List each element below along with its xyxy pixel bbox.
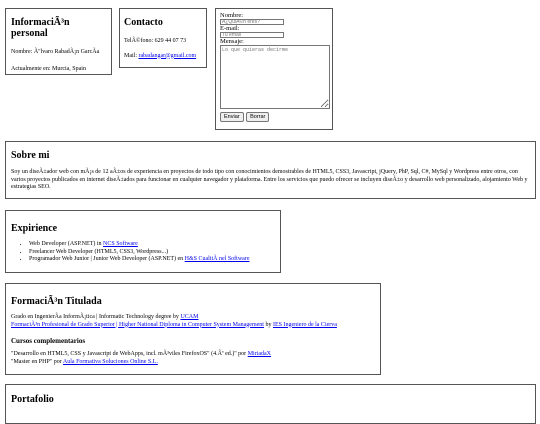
courses-title: Cursos complementarios bbox=[11, 337, 86, 345]
experience-item: • Programador Web Junior | Junior Web Developer (ASP.NET) en H&S CualitÃ nel Software bbox=[29, 256, 275, 264]
ncs-software-link[interactable]: NCS Software bbox=[103, 241, 138, 247]
contact-title: Contacto bbox=[124, 17, 163, 28]
experience-list bbox=[11, 241, 275, 264]
ucam-link[interactable]: UCAM bbox=[180, 314, 199, 320]
course-line: "Master en PHP" por Aula Formativa Soluciones Online S.L. bbox=[11, 358, 158, 365]
contact-phone: TelÃ©fono: 629 44 07 73 bbox=[124, 38, 187, 44]
education-title: FormaciÃ³n Titulada bbox=[11, 296, 102, 307]
ies-link[interactable]: IES Ingeniero de la Cierva bbox=[272, 321, 337, 328]
send-button[interactable]: Enviar bbox=[220, 112, 244, 122]
contact-mail-link[interactable]: rabadangar@gmail.com bbox=[138, 52, 197, 59]
personal-location: Actualmente en: Murcia, Spain bbox=[11, 65, 86, 72]
fp-link[interactable]: FormaciÃ³n Profesional de Grado Superior | Higher National Diploma in Computer System Management bbox=[11, 321, 264, 328]
contact-form bbox=[215, 8, 333, 130]
portfolio-panel bbox=[5, 384, 536, 424]
about-panel bbox=[5, 141, 536, 199]
experience-panel bbox=[5, 210, 281, 273]
aula-formativa-link[interactable]: Aula Formativa Soluciones Online S.L. bbox=[62, 358, 158, 365]
email-label: E-mail: bbox=[220, 25, 240, 33]
hs-software-link[interactable]: H&S CualitÃ nel Software bbox=[184, 256, 250, 262]
experience-item: • Freelancer Web Developer (HTML5, CSS3, Wordpress...) bbox=[29, 249, 275, 257]
miriadax-link[interactable]: MiriadaX bbox=[247, 351, 272, 357]
degree-line: Grado en IngenierÃa InformÃ¡tica | Informatic Technology degree by UCAM bbox=[11, 314, 199, 320]
clear-button[interactable]: Borrar bbox=[246, 112, 269, 122]
form-buttons bbox=[220, 112, 328, 122]
personal-info-panel bbox=[5, 8, 112, 75]
experience-title: Expirience bbox=[11, 223, 58, 234]
message-label: Mensaje: bbox=[220, 38, 244, 46]
fp-line: FormaciÃ³n Profesional de Grado Superior | Higher National Diploma in Computer System Management by IES Ingeniero de la Cierva bbox=[11, 321, 337, 328]
personal-info-title: InformaciÃ³n personal bbox=[11, 17, 70, 39]
message-textarea[interactable] bbox=[220, 45, 330, 109]
experience-item: • Web Developer (ASP.NET) in NCS Software bbox=[29, 241, 275, 249]
name-label: Nombre: bbox=[220, 12, 244, 19]
contact-panel bbox=[119, 8, 207, 68]
contact-mail-label: Mail: bbox=[124, 52, 137, 59]
about-title: Sobre mi bbox=[11, 150, 50, 161]
about-text: Soy un diseÃ±ador web con mÃ¡s de 12 aÃ±os de experiencia en proyectos de todo tipo con conocimientos demostrables de HTML5, CSS3, Javascript, jQuery, PhP, Sql, C#, MySql y Wordpress entre otros, con varios proyectos publicados en internet diseÃ±ados para funcionar en cualquier navegador y plataforma. Entre los servicios que puedo ofrecer se incluyen diseÃ±o y desarrollo web personalizado, alojamiento Web y estrategias SEO. bbox=[11, 169, 528, 190]
course-line: "Desarrollo en HTML5, CSS y Javascript de WebApps, incl. mÃ³viles FirefoxOS" (4.Âª ed.)" por MiriadaX bbox=[11, 351, 272, 357]
portfolio-title: Portafolio bbox=[11, 394, 54, 405]
personal-name: Nombre: Ã"lvaro RabadÃ¡n GarcÃa bbox=[11, 49, 100, 55]
education-panel bbox=[5, 283, 381, 375]
contact-mail bbox=[124, 53, 202, 61]
